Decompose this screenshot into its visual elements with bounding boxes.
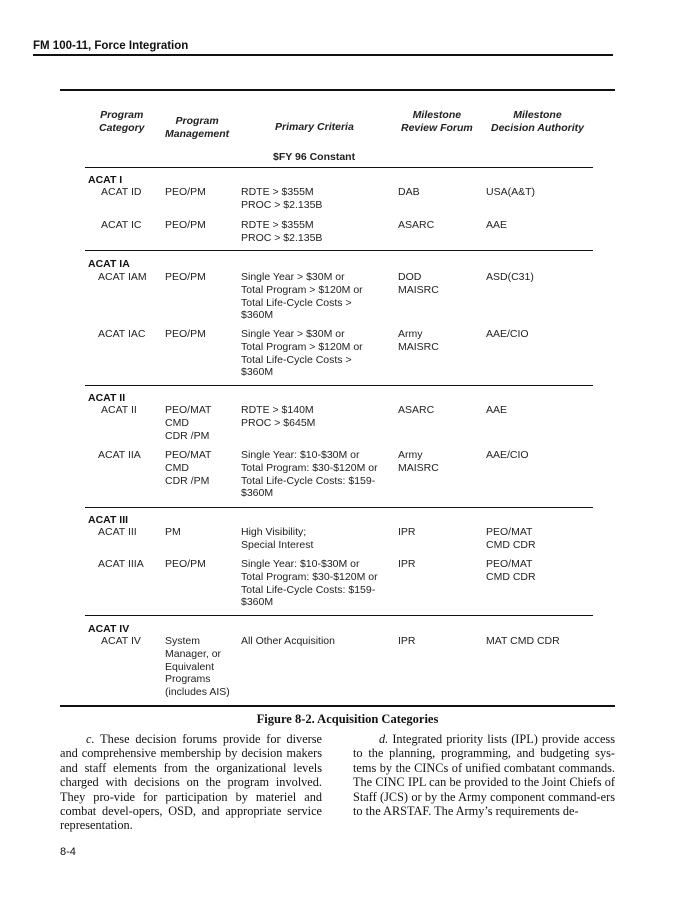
group-divider [85, 250, 593, 251]
row-category: ACAT IAC [98, 328, 146, 340]
row-authority: AAE/CIO [486, 328, 529, 340]
row-management: PM [165, 526, 181, 538]
row-criteria: RDTE > $355M PROC > $2.135B [241, 219, 323, 244]
row-criteria: RDTE > $355M PROC > $2.135B [241, 186, 323, 211]
subheader-rule [85, 167, 593, 168]
header-rule [33, 54, 613, 56]
row-management: PEO/MAT CMD CDR /PM [165, 404, 212, 442]
page-number: 8-4 [60, 846, 76, 858]
paragraph-lead: c. [86, 732, 95, 746]
paragraph-c [60, 732, 322, 833]
group-header: ACAT I [88, 174, 123, 186]
row-authority: USA(A&T) [486, 186, 536, 198]
group-divider [85, 507, 593, 508]
paragraph-lead: d. [379, 732, 389, 746]
group-divider [85, 615, 593, 616]
row-authority: ASD(C31) [486, 271, 534, 283]
paragraph-d [353, 732, 615, 818]
row-authority: AAE/CIO [486, 449, 529, 461]
group-header: ACAT IA [88, 258, 130, 270]
row-management: PEO/MAT CMD CDR /PM [165, 449, 212, 487]
row-category: ACAT ID [101, 186, 142, 198]
row-category: ACAT III [98, 526, 137, 538]
row-category: ACAT IAM [98, 271, 147, 283]
row-forum: IPR [398, 635, 416, 647]
row-forum: IPR [398, 526, 416, 538]
row-forum: ASARC [398, 404, 435, 416]
row-criteria: Single Year > $30M or Total Program > $120M or Total Life-Cycle Costs > $360M [241, 328, 363, 379]
row-authority: PEO/MAT CMD CDR [486, 558, 536, 583]
header-program-category: Program Category [99, 109, 145, 134]
row-criteria: All Other Acquisition [241, 635, 335, 647]
header-primary-criteria: Primary Criteria [275, 121, 354, 133]
group-header: ACAT IV [88, 623, 130, 635]
header-review-forum: Milestone Review Forum [401, 109, 473, 134]
table-top-rule [60, 89, 615, 91]
row-category: ACAT IV [101, 635, 141, 647]
table-bottom-rule [60, 705, 615, 707]
row-management: PEO/PM [165, 186, 206, 198]
row-criteria: High Visibility; Special Interest [241, 526, 314, 551]
group-divider [85, 385, 593, 386]
group-header: ACAT III [88, 514, 129, 526]
row-management: PEO/PM [165, 558, 206, 570]
header-program-management: Program Management [165, 115, 230, 140]
subheader-fy96: $FY 96 Constant [273, 151, 356, 163]
header-decision-authority: Milestone Decision Authority [491, 109, 584, 134]
row-forum: Army MAISRC [398, 328, 439, 353]
row-forum: DOD MAISRC [398, 271, 439, 296]
row-management: PEO/PM [165, 328, 206, 340]
row-authority: AAE [486, 404, 508, 416]
row-category: ACAT IC [101, 219, 142, 231]
row-forum: Army MAISRC [398, 449, 439, 474]
paragraph-text: These decision forums provide for diverse and comprehensive membership by decision makers and staff elements from the organizational levels charged with decisions on the program involved. They pro-vide for participation by materiel and combat devel-opers, OSD, and appropriate service representation. [60, 732, 322, 833]
row-authority: AAE [486, 219, 508, 231]
paragraph-text: Integrated priority lists (IPL) provide access to the planning, programming, and budgeting sys-tems by the CINCs of unified combatant commands. The CINC IPL can be provided to the Joint Chiefs of Staff (JCS) or by the Army component command-ers to the ARSTAF. The Army’s requirements de- [353, 732, 615, 819]
row-category: ACAT II [101, 404, 137, 416]
row-criteria: Single Year > $30M or Total Program > $120M or Total Life-Cycle Costs > $360M [241, 271, 363, 322]
row-forum: DAB [398, 186, 420, 198]
row-category: ACAT IIA [98, 449, 141, 461]
row-criteria: RDTE > $140M PROC > $645M [241, 404, 316, 429]
group-header: ACAT II [88, 392, 126, 404]
row-management: System Manager, or Equivalent Programs (includes AIS) [165, 635, 230, 699]
figure-caption: Figure 8-2. Acquisition Categories [256, 712, 439, 726]
running-header: FM 100-11, Force Integration [33, 40, 189, 52]
row-forum: ASARC [398, 219, 435, 231]
row-criteria: Single Year: $10-$30M or Total Program: $30-$120M or Total Life-Cycle Costs: $159- $360M [241, 449, 378, 500]
row-management: PEO/PM [165, 271, 206, 283]
row-authority: MAT CMD CDR [486, 635, 560, 647]
row-forum: IPR [398, 558, 416, 570]
row-criteria: Single Year: $10-$30M or Total Program: $30-$120M or Total Life-Cycle Costs: $159- $360M [241, 558, 378, 609]
row-category: ACAT IIIA [98, 558, 144, 570]
row-management: PEO/PM [165, 219, 206, 231]
row-authority: PEO/MAT CMD CDR [486, 526, 536, 551]
